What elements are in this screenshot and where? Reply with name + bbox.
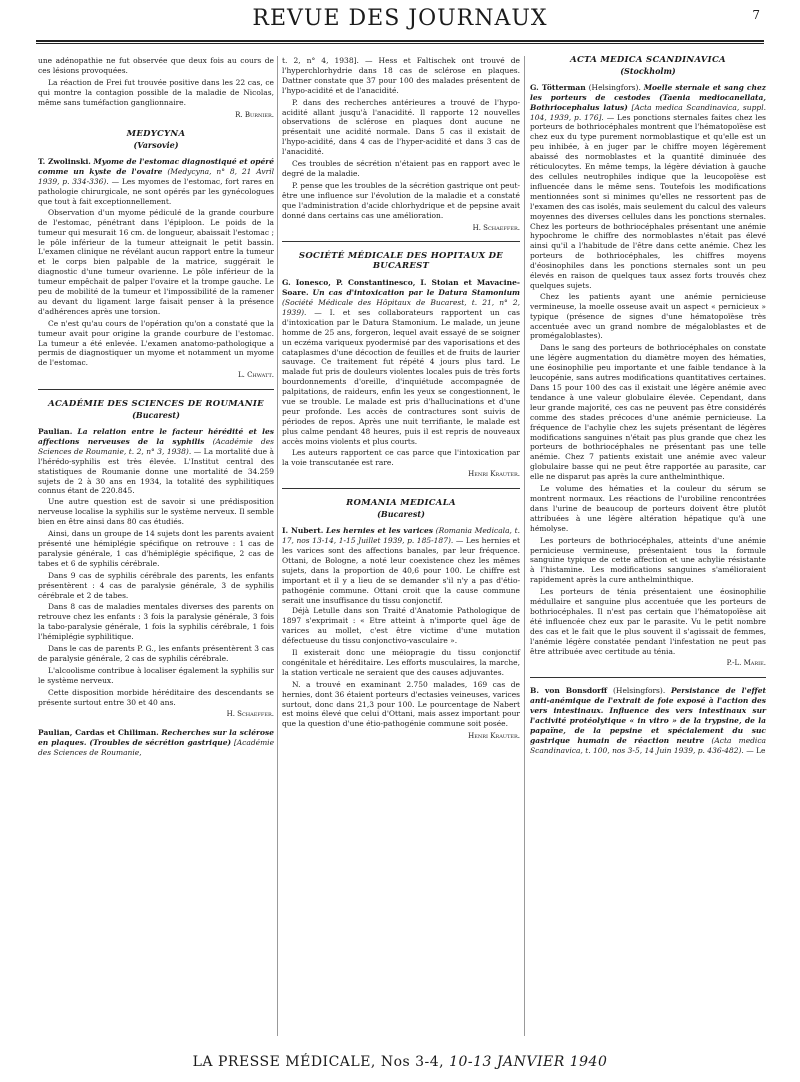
author-signature: H. Schaeffer. — [472, 223, 520, 232]
article-place: (Helsingfors). — [588, 82, 641, 92]
section-city: (Stockholm) — [620, 65, 676, 76]
article-text: — La mortalité due à l'hérédo-syphilis est très élevée. L'Institut central des statistiques de Roumanie donne une mortalité de 34.259 sujets de 2 à 30 ans en 1934, la totalité des syphilitiques connus étant de 220.845. — [38, 446, 274, 496]
article-source: (Académie des Sciences de Roumanie, t. 2, n° 3, 1938). — [38, 436, 274, 456]
paragraph: Chez les patients ayant une anémie pernicieuse vermineuse, la moelle osseuse avait un aspect « pernicieux » typique (présence de signes d'une hématopoïèse très accentuée avec un grand nombre de mégaloblastes et de promégaloblastes). — [530, 291, 766, 341]
section-separator — [38, 389, 274, 390]
article-author: I. Nubert. — [282, 526, 324, 536]
article-author: T. Zwolinski. — [38, 157, 91, 167]
article-source: [Acta medica Scandinavica, suppl. 104, 1939, p. 176]. — [530, 102, 766, 122]
paragraph: Cette disposition morbide héréditaire des descendants se présente surtout entre 30 et 40 ans. — [38, 687, 274, 707]
section-title: SOCIÉTÉ MÉDICALE DES HOPITAUX DE BUCAREST — [298, 251, 504, 272]
article-place: (Helsingfors). — [612, 686, 666, 696]
paragraph: Observation d'un myome pédiculé de la grande courbure de l'estomac, pénétrant dans l'épiploon. Le poids de la tumeur qui mesurait 16 cm. de longueur, abaissait l'estomac ; le pôle inférieur de la tumeur atteignait le petit bassin. L'examen clinique ne révélant aucun rapport entre la tumeur et le corps bien palpable de la matrice, suggérait le diagnostic d'une tumeur ovarienne. Le pôle inférieur de la tumeur empêchait de palper l'ovaire et la trompe gauche. Le peu de mobilité de la tumeur et l'impossibilité de la ramener au devant du ligament large faisait penser à la présence d'adhérences après une torsion. — [38, 207, 274, 316]
article-author: Paulian, Cardas et Chiliman. — [38, 728, 159, 738]
article-title: Persistance de l'effet anti-anémique de l'extrait de foie exposé à l'action des vers intestinaux. Influence des vers intestinaux sur l'activité protéolytique « in vitro » de la trypsine, de la papaïne, de la pepsine et spécialement du suc gastrique humain de réaction neutre — [530, 686, 766, 745]
article-author: G. Ionesco, P. Constantinesco, I. Stoian et Mavacine-Soare. — [282, 278, 520, 298]
author-signature: H. Schaeffer. — [226, 710, 274, 719]
column-divider — [277, 56, 278, 1036]
article-author: G. Tötterman — [530, 82, 586, 92]
section-title: MEDYCYNA — [126, 129, 186, 140]
article-text: — I. et ses collaborateurs rapportent un cas d'intoxication par le Datura Stamonium. Le malade, un jeune homme de 25 ans, forgeron, lequel avait essayé de se soigner un eczéma variqueux pyodermisé par des vaporisations et des cataplasmes d'une décoction de feuilles et de fruits de laurier sauvage. Ce traitement fut répété 4 jours plus tard. Le malade fut pris de douleurs violentes locales puis de très forts bourdonnements d'oreille, d'inquiétude accompagnée de palpitations, de raideurs, enfin les yeux se congestionnent, le vue se trouble. Le malade est pris d'hallucinations et d'une peur profonde. Les accès de contractures sont suivis de périodes de repos. Après une nuit terrifiante, le malade est plus calme pendant 48 heures, puis il est repris de nouveaux accès moins violents et plus courts. — [282, 307, 520, 446]
paragraph: Dans le sang des porteurs de bothriocéphales on constate une légère augmentation du diamètre moyen des hématies, une éosinophilie peu importante et une faible tendance à la leucopénie, sans autres modifications quantitatives certaines. Dans 15 pour 100 des cas il existait une légère anémie avec tendance à une valeur globulaire élevée. Cependant, dans leur grande majorité, ces cas ne peuvent pas être considérés comme des stades précoces d'une anémie pernicieuse. La fréquence de l'achylie chez les sujets présentant de légères modifications sanguines n'était pas plus grande que chez les porteurs de bothriocéphales ne présentant pas une telle anémie. Chez 7 patients existait une anémie avec valeur globulaire basse qui ne peut être rapportée au parasite, car elle ne disparut pas après la cure anthelminthique. — [530, 343, 766, 482]
author-signature: Henri Krauter. — [468, 470, 520, 479]
paragraph: Les porteurs de bothriocéphales, atteints d'une anémie pernicieuse vermineuse, présentaient tous la formule sanguine typique de cette affection et une achylie résistante à l'histamine. Les modifications sanguines s'amélioraient rapidement après la cure anthelminthique. — [530, 535, 766, 585]
article-text: — Les hernies et les varices sont des affections banales, par leur fréquence. Ottani, de Bologne, a noté leur coexistence chez les mêmes sujets, dans la proportion de 40,6 pour 100. Le chiffre est important et il y a lieu de se demander s'il n'y a pas d'étio-pathogénie commune. Ottani croit que la cause commune serait une insuffisance du tissu conjonctif. — [282, 536, 521, 605]
article-entry — [282, 526, 520, 605]
article-entry — [530, 83, 766, 291]
paragraph: Ainsi, dans un groupe de 14 sujets dont les parents avaient présenté une hémiplégie spécifique on retrouve : 1 cas de paralysie générale, 1 cas d'hémiplégie spécifique, 2 cas de tabes et 6 de syphilis cérébrale. — [38, 529, 274, 568]
section-city: (Varsovie) — [133, 140, 179, 151]
article-entry — [38, 427, 274, 496]
article-title: Moelle sternale et sang chez les porteurs de cestodes (Taenia mediocanellata, Bothriocephalus latus) — [530, 82, 766, 112]
column-left — [38, 56, 274, 759]
article-source: (Société Médicale des Hôpitaux de Bucarest, t. 21, n° 2, 1939). — [282, 298, 520, 317]
paragraph: Le volume des hématies et la couleur du sérum se montrent normaux. Les réactions de l'urobiline rencontrées dans l'urine de beaucoup de porteurs doivent être plutôt attribuées à une légère altération hépatique qu'à une hémolyse. — [530, 484, 766, 533]
paragraph: Il existerait donc une méiopragie du tissu conjonctif congénitale et héréditaire. Les efforts musculaires, la marche, la station verticale ne seraient que des causes adjuvantes. — [282, 648, 520, 677]
article-title: La relation entre le facteur hérédité et les affections nerveuses de la syphilis — [38, 427, 275, 446]
section-title: ROMANIA MEDICALA — [346, 498, 456, 509]
paragraph: Ces troubles de sécrétion n'étaient pas en rapport avec le degré de la maladie. — [282, 159, 520, 178]
author-signature: R. Burnier. — [235, 110, 274, 119]
article-source: (Acta medica Scandinavica, t. 100, nos 3-5, 14 Juin 1939, p. 436-482). — [530, 735, 766, 755]
section-separator — [282, 241, 520, 242]
article-entry — [38, 157, 274, 207]
article-text: — Le — [746, 745, 766, 755]
paragraph: Déjà Letulle dans son Traité d'Anatomie Pathologique de 1897 s'exprimait : « Etre atteint à n'importe quel âge de varices au mollet, c'est être victime d'une mutation défectueuse du tissu conjonctivo-vasculaire ». — [282, 606, 520, 646]
article-source: (Medycyna, n° 8, 21 Avril 1939, p. 334-336). — [38, 167, 274, 187]
article-text: — Les ponctions sternales faites chez les porteurs de bothriocéphales montrent que l'hématopoïèse est chez eux du type purement normoblastique et qu'elle est un peu inhibée, à en juger par le chiffre moyen légèrement abaissé des normoblastes et la quantité diminuée des réticulocytes. En même temps, la légère déviation à gauche des cellules neutrophiles indique que la leucopoïèse est influencée dans le même sens. Toutefois les modifications mentionnées sont si minimes qu'elles ne ressortent pas de l'examen des cas isolés, mais seulement du calcul des valeurs moyennes des diverses cellules dans les ponctions sternales. Chez les porteurs de bothriocéphales présentant une anémie hypochrome le chiffre des normoblastes n'était pas élevé ainsi qu'il a l'habitude de l'être dans cette anémie. Chez les porteurs de bothriocéphales, les chiffres moyens d'éosinophiles dans les ponctions sternales sont un peu élevés en raison de quelques taux assez forts trouvés chez quelques sujets. — [530, 112, 766, 290]
paragraph: La réaction de Frei fut trouvée positive dans les 22 cas, ce qui montre la contagion possible de la maladie de Nicolas, même sans tuméfaction ganglionnaire. — [38, 77, 274, 107]
paragraph: Dans 8 cas de maladies mentales diverses des parents on retrouve chez les enfants : 3 fois la paralysie générale, 3 fois la tabo-paralysie générale, 1 fois la syphilis cérébrale, 1 fois l'hémiplégie syphilitique. — [38, 602, 274, 642]
article-source: (Romania Medicala, t. 17, nos 13-14, 1-15 Juillet 1939, p. 185-187). — [282, 526, 520, 546]
page-footer — [0, 1054, 800, 1070]
column-divider — [524, 56, 525, 1036]
article-title: Myome de l'estomac diagnostiqué et opéré comme un kyste de l'ovaire — [38, 157, 275, 177]
paragraph: Dans 9 cas de syphilis cérébrale des parents, les enfants présentèrent : 4 cas de paralysie générale, 3 de syphilis cérébrale et 2 de tabes. — [38, 570, 274, 600]
column-middle — [282, 56, 520, 750]
section-city: (Bucarest) — [132, 410, 180, 421]
section-city: (Bucarest) — [377, 509, 425, 520]
paragraph: N. a trouvé en examinant 2.750 malades, 169 cas de hernies, dont 36 étaient porteurs d'ectasies veineuses, varices surtout, donc dans 21,3 pour 100. Le pourcentage de Nabert est moins élevé que celui d'Ottani, mais assez important pour que la question d'une étio-pathogénie commune soit posée. — [282, 679, 520, 729]
author-signature: P.-L. Marie. — [726, 659, 766, 668]
column-right — [530, 56, 766, 757]
page-title: REVUE DES JOURNAUX — [252, 6, 548, 31]
article-entry — [38, 728, 274, 758]
paragraph: Les auteurs rapportent ce cas parce que l'intoxication par la voie transcutanée est rare. — [282, 447, 520, 467]
article-title: Recherches sur la sclérose en plaques. (Troubles de sécrétion gastrique) — [38, 728, 274, 748]
header-rule-thin — [36, 43, 764, 44]
paragraph: L'alcoolisme contribue à localiser également la syphilis sur le système nerveux. — [38, 665, 274, 685]
paragraph: Ce n'est qu'au cours de l'opération qu'on a constaté que la tumeur avait pour origine la grande courbure de l'estomac. La tumeur a été enlevée. L'examen anatomo-pathologique a permis de diagnostiquer un myome et notamment un myome de l'estomac. — [38, 318, 274, 368]
article-entry — [530, 686, 766, 755]
paragraph: P. pense que les troubles de la sécrétion gastrique ont peut-être une influence sur l'évolution de la maladie et a constaté que l'administration d'acide chlorhydrique et de pepsine avait donné dans certains cas une amélioration. — [282, 180, 520, 220]
paragraph: Les porteurs de ténia présentaient une éosinophilie médullaire et sanguine plus accentuée que les porteurs de bothriocéphales. Il n'est pas certain que l'hématopoïèse ait été influencée chez eux par le parasite. Vu le petit nombre des cas et le fait que le plus souvent il s'agissait de femmes, l'anémie légère constatée pendant l'infestation ne peut pas être attribuée avec certitude au ténia. — [530, 587, 766, 656]
article-author: Paulian. — [38, 427, 73, 436]
author-signature: L. Chwatt. — [237, 371, 274, 380]
footer-date: 10-13 JANVIER 1940 — [449, 1054, 608, 1070]
header-rule — [36, 40, 764, 42]
article-title: Les hernies et les varices — [326, 526, 433, 536]
paragraph: Dans le cas de parents P. G., les enfants présentèrent 3 cas de paralysie générale, 2 cas de syphilis cérébrale. — [38, 644, 274, 663]
section-title: ACADÉMIE DES SCIENCES DE ROUMANIE — [48, 399, 264, 410]
article-title: Un cas d'intoxication par le Datura Stamonium — [312, 288, 520, 298]
author-signature: Henri Krauter. — [468, 732, 520, 741]
article-source: [Académie des Sciences de Roumanie, — [38, 738, 275, 758]
paragraph: t. 2, n° 4, 1938]. — Hess et Faltischek ont trouvé de l'hyperchlorhydrie dans 18 cas de sclérose en plaques. Dattner constate que 37 pour 100 des malades présentent de l'hypo-acidité et de l'anacidité. — [282, 56, 520, 95]
section-separator — [282, 488, 520, 489]
paragraph: P. dans des recherches antérieures a trouvé de l'hypo-acidité allant jusqu'à l'anacidité. Il rapporte 12 nouvelles observations de sclérose en plaques dont aucune ne présentait une acidité normale. Dans 5 cas il existait de l'hypo-acidité, dans 4 cas de l'hyper-acidité et dans 3 cas de l'anacidité. — [282, 97, 520, 157]
page-number: 7 — [752, 8, 760, 22]
footer-journal: LA PRESSE MÉDICALE, Nos 3-4, — [192, 1054, 445, 1070]
section-title: ACTA MEDICA SCANDINAVICA — [570, 55, 726, 65]
paragraph: une adénopathie ne fut observée que deux fois au cours de ces lésions provoquées. — [38, 56, 274, 75]
article-entry — [282, 278, 520, 446]
section-separator — [530, 677, 766, 678]
article-text: — Les myomes de l'estomac, fort rares en pathologie chirurgicale, ne sont opérés par les gynécologues que tout à fait exceptionnellement. — [38, 177, 274, 206]
article-author: B. von Bonsdorff — [530, 686, 608, 696]
paragraph: Une autre question est de savoir si une prédisposition nerveuse localise la syphilis sur le système nerveux. Il semble bien en être ainsi dans 80 cas étudiés. — [38, 497, 274, 527]
